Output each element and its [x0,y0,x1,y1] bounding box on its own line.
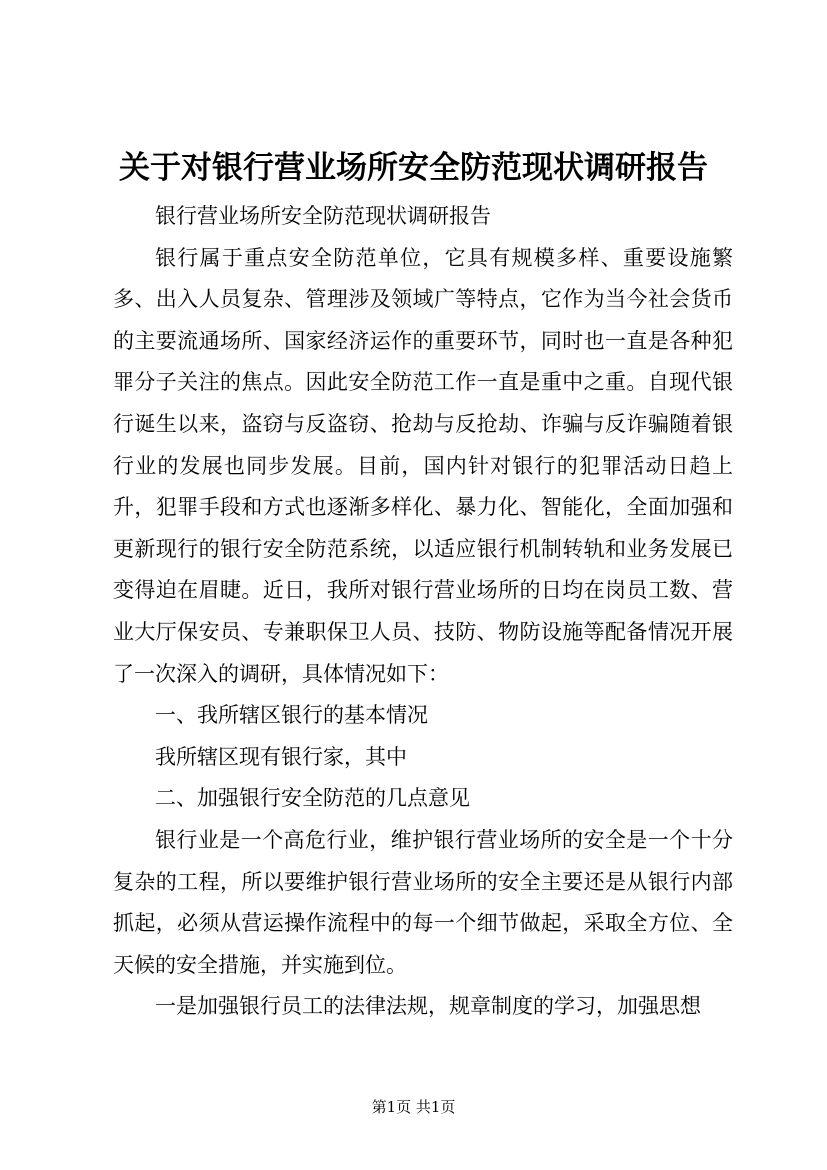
section-heading: 二、加强银行安全防范的几点意见 [155,786,470,811]
document-title: 关于对银行营业场所安全防范现状调研报告 [119,150,708,186]
body-paragraph: 一是加强银行员工的法律法规，规章制度的学习，加强思想 [155,994,701,1019]
body-paragraph: 银行业是一个高危行业，维护银行营业场所的安全是一个十分复杂的工程，所以要维护银行营业场所的安全主要还是从银行内部抓起，必须从营运操作流程中的每一个细节做起，采取全方位、全天候的安全措施，并实施到位。 [113,827,733,977]
section-heading: 一、我所辖区银行的基本情况 [155,703,428,728]
body-paragraph: 银行属于重点安全防范单位，它具有规模多样、重要设施繁多、出入人员复杂、管理涉及领域广等特点，它作为当今社会货币的主要流通场所、国家经济运作的重要环节，同时也一直是各种犯罪分子关注的焦点。因此安全防范工作一直是重中之重。自现代银行诞生以来，盗窃与反盗窃、抢劫与反抢劫、诈骗与反诈骗随着银行业的发展也同步发展。目前，国内针对银行的犯罪活动日趋上升，犯罪手段和方式也逐渐多样化、暴力化、智能化，全面加强和更新现行的银行安全防范系统，以适应银行机制转轨和业务发展已变得迫在眉睫。近日，我所对银行营业场所的日均在岗员工数、营业大厅保安员、专兼职保卫人员、技防、物防设施等配备情况开展了一次深入的调研，具体情况如下： [113,245,733,686]
page-number-footer: 第1页 共1页 [371,1098,456,1116]
body-paragraph: 银行营业场所安全防范现状调研报告 [155,204,491,228]
document-body [113,196,733,1028]
body-paragraph: 我所辖区现有银行家，其中 [155,744,407,769]
